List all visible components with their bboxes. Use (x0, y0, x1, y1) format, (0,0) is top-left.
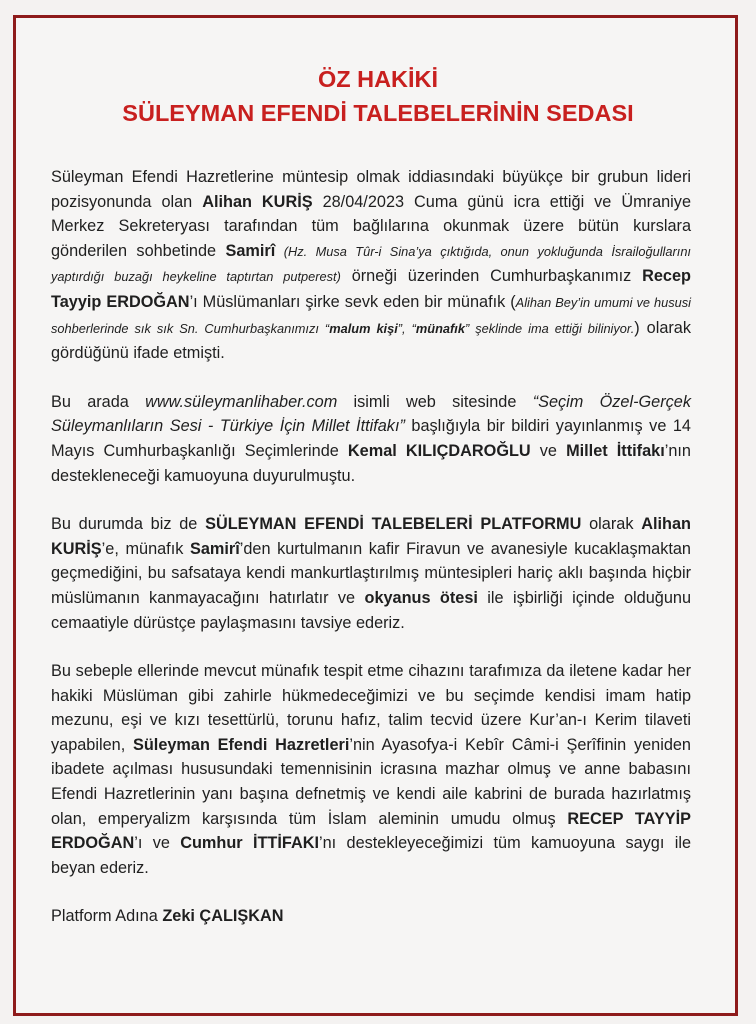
signature-name: Zeki ÇALIŞKAN (162, 907, 284, 926)
title-line-2: SÜLEYMAN EFENDİ TALEBELERİNİN SEDASI (122, 100, 634, 126)
p2-website: www.süleymanlihaber.com (145, 392, 338, 411)
p2-text-2: isimli web sitesinde (337, 392, 533, 411)
p3-bold-3: Samirî (189, 539, 240, 558)
p1-text-5: ) olarak gördüğünü ifade etmişti. (51, 318, 691, 363)
p3-text-1: Bu durumda biz de (51, 515, 206, 534)
document-body (51, 165, 691, 929)
p1-text-1: Süleyman Efendi Hazretlerine müntesip olmak iddiasındaki büyükçe bir grubun lideri pozisyonunda olan (51, 168, 691, 211)
p3-bold-2: Alihan KURİŞ (51, 515, 691, 558)
p1-text-3: örneği üzerinden Cumhurbaşkanımız (340, 267, 643, 286)
paragraph-3 (51, 512, 691, 635)
p2-quote: “Seçim Özel-Gerçek Süleymanlıların Sesi - Türkiye İçin Millet İttifakı” (51, 392, 691, 436)
p3-text-3: ’e, münafık (101, 539, 190, 558)
p1-note-2e: ” şeklinde ima ettiği biliniyor. (464, 320, 635, 336)
p3-bold-4: okyanus ötesi (364, 588, 478, 607)
p4-text-3: ’ı ve (134, 834, 181, 853)
p1-bold-name-1: Alihan KURİŞ (202, 192, 313, 211)
p1-bold-name-3: Recep Tayyip ERDOĞAN (51, 267, 691, 311)
p3-text-2: olarak (581, 515, 642, 534)
p1-note-2a: Alihan Bey’in umumi ve hususi sohberlerinde sık sık Sn. Cumhurbaşkanımızı “ (51, 294, 691, 336)
p1-note-2b: malum kişi (329, 320, 398, 336)
p3-text-4: ’den kurtulmanın kafir Firavun ve avanesiyle kucaklaşmaktan geçmediğini, bu safsataya kendi mankurtlaştırılmış müntesipleri hariç aklı başında hiçbir müslümanın kanmayacağını hatırlatır ve (51, 539, 691, 607)
p1-bold-name-2: Samirî (225, 241, 276, 260)
p1-text-2: 28/04/2023 Cuma günü icra ettiği ve Ümraniye Merkez Sekreteryası tarafından tüm bağlılarına okunmak üzere bütün kurslara gönderilen sohbetinde (51, 192, 691, 260)
p2-bold-1: Kemal KILIÇDAROĞLU (347, 441, 531, 460)
paragraph-1 (51, 165, 691, 366)
signature (51, 904, 691, 929)
p3-text-5: ile işbirliği içinde olduğunu cemaatiyle dürüstçe paylaşmasını tavsiye ederiz. (51, 588, 692, 632)
p4-text-4: ’nı destekleyeceğimizi tüm kamuoyuna saygı ile beyan ederiz. (51, 834, 691, 877)
p2-text-4: ve (530, 441, 567, 460)
p1-text-4: ’ı Müslümanları şirke sevk eden bir münafık ( (189, 292, 516, 311)
p2-text-3: başlığıyla bir bildiri yayınlanmış ve 14 Mayıs Cumhurbaşkanlığı Seçimlerinde (51, 417, 691, 460)
p4-bold-2: RECEP TAYYİP ERDOĞAN (51, 809, 691, 853)
p1-note-2d: münafık (415, 320, 465, 336)
document-title (0, 62, 756, 130)
p3-bold-1: SÜLEYMAN EFENDİ TALEBELERİ PLATFORMU (205, 515, 582, 534)
p4-text-1: Bu sebeple ellerinde mevcut münafık tespit etme cihazını tarafımıza da iletene kadar her hakiki Müslüman gibi zahirle hükmedeceğimizi ve bu seçimde kendisi imam hatip mezunu, eşi ve kızı tesettürlü, torunu hafız, talim tecvid üzere Kur’an-ı Kerim tilaveti yapabilen, (51, 662, 691, 754)
signature-prefix: Platform Adına (51, 907, 163, 926)
p1-note-2c: ”, “ (397, 320, 416, 336)
p2-bold-2: Millet İttifakı (566, 441, 665, 460)
p2-text-1: Bu arada (51, 392, 146, 411)
p4-text-2: ’nin Ayasofya-i Kebîr Câmi-i Şerîfinin yeniden ibadete açılması hususundaki temennisinin icrasına mazhar olmuş ve anne babasını Efendi Hazretlerinin yanı başına defnetmiş ve kendi aile kabrini de burada hazırlatmış olan, emperyalizm karşısında tüm İslam aleminin umudu olmuş (51, 735, 691, 828)
paragraph-2 (51, 390, 691, 488)
p4-bold-1: Süleyman Efendi Hazretleri (132, 735, 350, 754)
paragraph-4 (51, 659, 691, 880)
title-line-1: ÖZ HAKİKİ (317, 66, 439, 92)
p2-text-5: ’nın destekleneceği kamuoyuna duyurulmuştu. (51, 441, 691, 485)
p1-note-1: (Hz. Musa Tûr-i Sina’ya çıktığıda, onun yokluğunda İsrailoğullarını yaptırdığı buzağı heykeline taptırtan putperest) (51, 243, 691, 285)
p4-bold-3: Cumhur İTTİFAKI (180, 834, 319, 853)
